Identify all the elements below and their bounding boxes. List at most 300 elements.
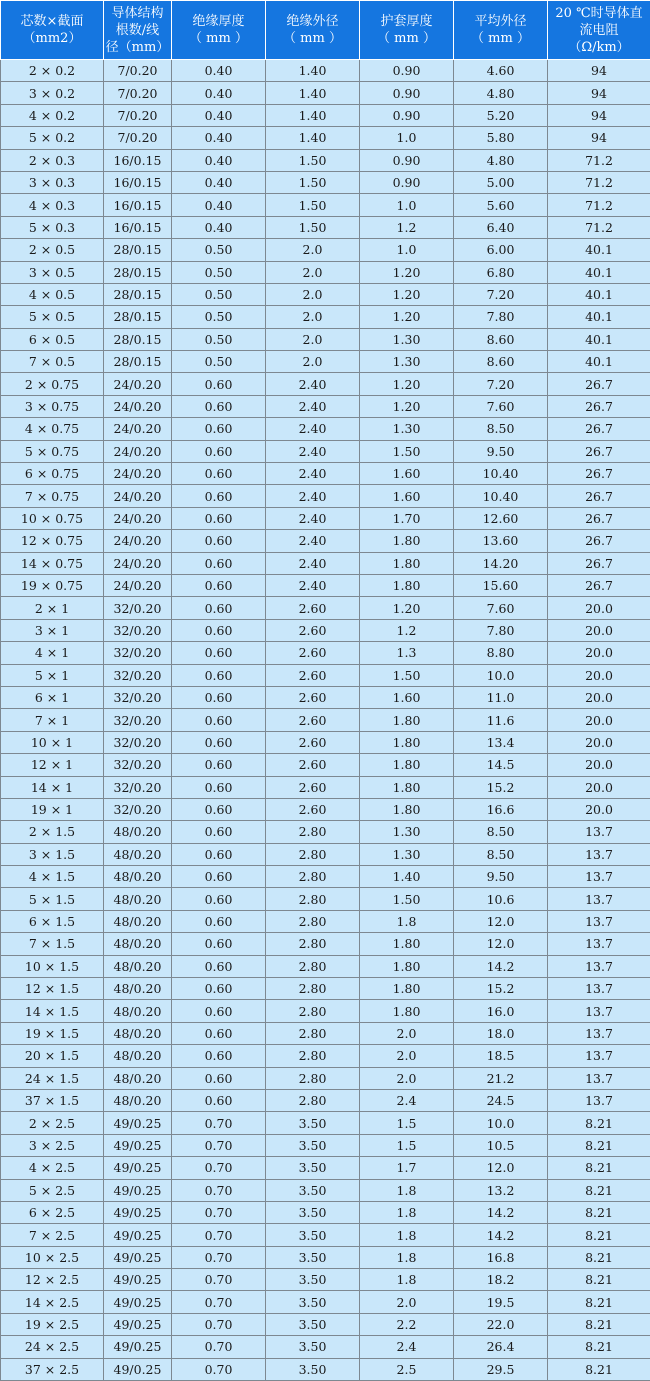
average-outer-diameter-cell: 19.5 <box>454 1291 548 1313</box>
conductor-structure-cell: 49/0.25 <box>104 1336 172 1358</box>
insulation-thickness-cell: 0.60 <box>172 955 266 977</box>
dc-resistance-cell: 20.0 <box>548 619 650 641</box>
average-outer-diameter-cell: 5.00 <box>454 171 548 193</box>
sheath-thickness-cell: 1.7 <box>360 1157 454 1179</box>
table-row <box>1 664 650 686</box>
insulation-outer-diameter-cell: 2.40 <box>266 463 360 485</box>
table-row <box>1 1022 650 1044</box>
conductor-structure-cell: 49/0.25 <box>104 1246 172 1268</box>
cores-cross-section-cell: 37 × 1.5 <box>1 1089 104 1111</box>
dc-resistance-cell: 40.1 <box>548 261 650 283</box>
cores-cross-section-cell: 2 × 1 <box>1 597 104 619</box>
insulation-outer-diameter-cell: 3.50 <box>266 1224 360 1246</box>
insulation-thickness-cell: 0.60 <box>172 1000 266 1022</box>
average-outer-diameter-cell: 13.60 <box>454 530 548 552</box>
dc-resistance-cell: 8.21 <box>548 1246 650 1268</box>
average-outer-diameter-cell: 6.40 <box>454 216 548 238</box>
cores-cross-section-cell: 19 × 0.75 <box>1 574 104 596</box>
conductor-structure-cell: 49/0.25 <box>104 1112 172 1134</box>
insulation-outer-diameter-cell: 2.80 <box>266 910 360 932</box>
insulation-outer-diameter-cell: 2.0 <box>266 239 360 261</box>
insulation-outer-diameter-cell: 3.50 <box>266 1336 360 1358</box>
header-row <box>1 1 650 60</box>
insulation-thickness-cell: 0.60 <box>172 507 266 529</box>
conductor-structure-cell: 28/0.15 <box>104 328 172 350</box>
table-row <box>1 1313 650 1335</box>
dc-resistance-cell: 8.21 <box>548 1179 650 1201</box>
insulation-thickness-cell: 0.70 <box>172 1313 266 1335</box>
insulation-outer-diameter-cell: 2.60 <box>266 597 360 619</box>
insulation-outer-diameter-cell: 3.50 <box>266 1246 360 1268</box>
cores-cross-section-cell: 5 × 1 <box>1 664 104 686</box>
table-row <box>1 373 650 395</box>
insulation-outer-diameter-cell: 1.50 <box>266 149 360 171</box>
insulation-outer-diameter-cell: 2.80 <box>266 1067 360 1089</box>
average-outer-diameter-cell: 22.0 <box>454 1313 548 1335</box>
cores-cross-section-cell: 7 × 1 <box>1 709 104 731</box>
sheath-thickness-cell: 1.30 <box>360 328 454 350</box>
insulation-outer-diameter-cell: 1.50 <box>266 194 360 216</box>
cores-cross-section-cell: 3 × 0.2 <box>1 82 104 104</box>
dc-resistance-cell: 13.7 <box>548 978 650 1000</box>
cores-cross-section-cell: 5 × 0.75 <box>1 440 104 462</box>
dc-resistance-cell: 40.1 <box>548 351 650 373</box>
sheath-thickness-cell: 2.0 <box>360 1045 454 1067</box>
header-sheath-thickness: 护套厚度 （ mm ） <box>360 1 454 60</box>
header-insulation-outer-diameter: 绝缘外径 （ mm ） <box>266 1 360 60</box>
conductor-structure-cell: 24/0.20 <box>104 440 172 462</box>
cores-cross-section-cell: 4 × 1.5 <box>1 866 104 888</box>
table-row <box>1 351 650 373</box>
sheath-thickness-cell: 2.5 <box>360 1358 454 1380</box>
sheath-thickness-cell: 2.0 <box>360 1067 454 1089</box>
average-outer-diameter-cell: 13.4 <box>454 731 548 753</box>
average-outer-diameter-cell: 7.60 <box>454 597 548 619</box>
dc-resistance-cell: 13.7 <box>548 1089 650 1111</box>
dc-resistance-cell: 13.7 <box>548 933 650 955</box>
insulation-outer-diameter-cell: 2.0 <box>266 261 360 283</box>
table-row <box>1 798 650 820</box>
sheath-thickness-cell: 1.50 <box>360 440 454 462</box>
insulation-thickness-cell: 0.70 <box>172 1246 266 1268</box>
sheath-thickness-cell: 1.0 <box>360 127 454 149</box>
average-outer-diameter-cell: 8.60 <box>454 351 548 373</box>
average-outer-diameter-cell: 12.0 <box>454 1157 548 1179</box>
dc-resistance-cell: 26.7 <box>548 395 650 417</box>
cores-cross-section-cell: 12 × 1.5 <box>1 978 104 1000</box>
average-outer-diameter-cell: 26.4 <box>454 1336 548 1358</box>
cores-cross-section-cell: 6 × 0.5 <box>1 328 104 350</box>
conductor-structure-cell: 16/0.15 <box>104 171 172 193</box>
sheath-thickness-cell: 1.80 <box>360 1000 454 1022</box>
table-row <box>1 440 650 462</box>
dc-resistance-cell: 26.7 <box>548 440 650 462</box>
sheath-thickness-cell: 2.4 <box>360 1336 454 1358</box>
header-conductor-structure: 导体结构 根数/线 径（mm） <box>104 1 172 60</box>
conductor-structure-cell: 48/0.20 <box>104 978 172 1000</box>
table-row <box>1 910 650 932</box>
dc-resistance-cell: 13.7 <box>548 1067 650 1089</box>
cores-cross-section-cell: 5 × 1.5 <box>1 888 104 910</box>
average-outer-diameter-cell: 9.50 <box>454 866 548 888</box>
table-row <box>1 754 650 776</box>
dc-resistance-cell: 8.21 <box>548 1358 650 1380</box>
sheath-thickness-cell: 1.20 <box>360 597 454 619</box>
insulation-outer-diameter-cell: 2.40 <box>266 395 360 417</box>
insulation-outer-diameter-cell: 2.80 <box>266 866 360 888</box>
sheath-thickness-cell: 1.2 <box>360 619 454 641</box>
insulation-thickness-cell: 0.60 <box>172 798 266 820</box>
dc-resistance-cell: 8.21 <box>548 1157 650 1179</box>
conductor-structure-cell: 32/0.20 <box>104 776 172 798</box>
insulation-thickness-cell: 0.70 <box>172 1336 266 1358</box>
average-outer-diameter-cell: 11.6 <box>454 709 548 731</box>
cores-cross-section-cell: 3 × 0.75 <box>1 395 104 417</box>
average-outer-diameter-cell: 14.2 <box>454 955 548 977</box>
average-outer-diameter-cell: 6.80 <box>454 261 548 283</box>
cores-cross-section-cell: 7 × 2.5 <box>1 1224 104 1246</box>
dc-resistance-cell: 71.2 <box>548 149 650 171</box>
cores-cross-section-cell: 14 × 1.5 <box>1 1000 104 1022</box>
sheath-thickness-cell: 1.80 <box>360 798 454 820</box>
cores-cross-section-cell: 3 × 0.3 <box>1 171 104 193</box>
average-outer-diameter-cell: 6.00 <box>454 239 548 261</box>
table-row <box>1 955 650 977</box>
cores-cross-section-cell: 19 × 2.5 <box>1 1313 104 1335</box>
dc-resistance-cell: 20.0 <box>548 731 650 753</box>
sheath-thickness-cell: 1.2 <box>360 216 454 238</box>
table-row <box>1 485 650 507</box>
table-row <box>1 1336 650 1358</box>
sheath-thickness-cell: 1.20 <box>360 283 454 305</box>
insulation-thickness-cell: 0.40 <box>172 104 266 126</box>
dc-resistance-cell: 20.0 <box>548 798 650 820</box>
sheath-thickness-cell: 2.0 <box>360 1291 454 1313</box>
cores-cross-section-cell: 4 × 0.3 <box>1 194 104 216</box>
insulation-thickness-cell: 0.50 <box>172 306 266 328</box>
table-row <box>1 216 650 238</box>
average-outer-diameter-cell: 24.5 <box>454 1089 548 1111</box>
dc-resistance-cell: 40.1 <box>548 328 650 350</box>
insulation-thickness-cell: 0.50 <box>172 351 266 373</box>
cores-cross-section-cell: 2 × 0.3 <box>1 149 104 171</box>
sheath-thickness-cell: 1.3 <box>360 642 454 664</box>
cores-cross-section-cell: 37 × 2.5 <box>1 1358 104 1380</box>
insulation-thickness-cell: 0.60 <box>172 731 266 753</box>
sheath-thickness-cell: 1.80 <box>360 978 454 1000</box>
average-outer-diameter-cell: 5.20 <box>454 104 548 126</box>
insulation-outer-diameter-cell: 2.0 <box>266 283 360 305</box>
dc-resistance-cell: 13.7 <box>548 955 650 977</box>
insulation-thickness-cell: 0.40 <box>172 60 266 82</box>
dc-resistance-cell: 26.7 <box>548 574 650 596</box>
average-outer-diameter-cell: 8.50 <box>454 418 548 440</box>
conductor-structure-cell: 48/0.20 <box>104 955 172 977</box>
cores-cross-section-cell: 24 × 1.5 <box>1 1067 104 1089</box>
average-outer-diameter-cell: 12.60 <box>454 507 548 529</box>
insulation-outer-diameter-cell: 2.0 <box>266 306 360 328</box>
insulation-thickness-cell: 0.70 <box>172 1201 266 1223</box>
average-outer-diameter-cell: 10.6 <box>454 888 548 910</box>
table-row <box>1 1269 650 1291</box>
conductor-structure-cell: 16/0.15 <box>104 194 172 216</box>
sheath-thickness-cell: 1.80 <box>360 552 454 574</box>
insulation-thickness-cell: 0.40 <box>172 82 266 104</box>
cores-cross-section-cell: 5 × 2.5 <box>1 1179 104 1201</box>
insulation-outer-diameter-cell: 1.40 <box>266 104 360 126</box>
cores-cross-section-cell: 4 × 0.75 <box>1 418 104 440</box>
conductor-structure-cell: 28/0.15 <box>104 283 172 305</box>
insulation-outer-diameter-cell: 3.50 <box>266 1291 360 1313</box>
insulation-outer-diameter-cell: 2.80 <box>266 1045 360 1067</box>
sheath-thickness-cell: 2.0 <box>360 1022 454 1044</box>
cores-cross-section-cell: 19 × 1 <box>1 798 104 820</box>
average-outer-diameter-cell: 16.6 <box>454 798 548 820</box>
insulation-outer-diameter-cell: 2.80 <box>266 888 360 910</box>
average-outer-diameter-cell: 10.40 <box>454 463 548 485</box>
dc-resistance-cell: 71.2 <box>548 216 650 238</box>
average-outer-diameter-cell: 7.20 <box>454 373 548 395</box>
dc-resistance-cell: 20.0 <box>548 664 650 686</box>
dc-resistance-cell: 26.7 <box>548 530 650 552</box>
insulation-outer-diameter-cell: 2.80 <box>266 821 360 843</box>
cores-cross-section-cell: 4 × 2.5 <box>1 1157 104 1179</box>
sheath-thickness-cell: 1.50 <box>360 664 454 686</box>
average-outer-diameter-cell: 7.80 <box>454 306 548 328</box>
conductor-structure-cell: 49/0.25 <box>104 1179 172 1201</box>
conductor-structure-cell: 16/0.15 <box>104 149 172 171</box>
cores-cross-section-cell: 7 × 0.5 <box>1 351 104 373</box>
table-row <box>1 306 650 328</box>
table-row <box>1 933 650 955</box>
dc-resistance-cell: 26.7 <box>548 507 650 529</box>
table-row <box>1 328 650 350</box>
table-row <box>1 1179 650 1201</box>
table-row <box>1 1358 650 1380</box>
sheath-thickness-cell: 1.30 <box>360 418 454 440</box>
cores-cross-section-cell: 19 × 1.5 <box>1 1022 104 1044</box>
conductor-structure-cell: 28/0.15 <box>104 351 172 373</box>
average-outer-diameter-cell: 8.50 <box>454 843 548 865</box>
table-row <box>1 731 650 753</box>
sheath-thickness-cell: 1.20 <box>360 395 454 417</box>
insulation-thickness-cell: 0.60 <box>172 866 266 888</box>
insulation-thickness-cell: 0.60 <box>172 709 266 731</box>
insulation-outer-diameter-cell: 1.40 <box>266 127 360 149</box>
header-cores-cross-section: 芯数×截面 （mm2） <box>1 1 104 60</box>
conductor-structure-cell: 24/0.20 <box>104 373 172 395</box>
table-row <box>1 194 650 216</box>
table-row <box>1 1000 650 1022</box>
insulation-thickness-cell: 0.50 <box>172 239 266 261</box>
sheath-thickness-cell: 1.20 <box>360 373 454 395</box>
average-outer-diameter-cell: 12.0 <box>454 910 548 932</box>
sheath-thickness-cell: 1.80 <box>360 709 454 731</box>
average-outer-diameter-cell: 9.50 <box>454 440 548 462</box>
conductor-structure-cell: 32/0.20 <box>104 619 172 641</box>
dc-resistance-cell: 8.21 <box>548 1112 650 1134</box>
conductor-structure-cell: 7/0.20 <box>104 127 172 149</box>
average-outer-diameter-cell: 12.0 <box>454 933 548 955</box>
cores-cross-section-cell: 3 × 1.5 <box>1 843 104 865</box>
dc-resistance-cell: 20.0 <box>548 642 650 664</box>
insulation-thickness-cell: 0.70 <box>172 1224 266 1246</box>
table-row <box>1 104 650 126</box>
insulation-thickness-cell: 0.70 <box>172 1157 266 1179</box>
cores-cross-section-cell: 5 × 0.3 <box>1 216 104 238</box>
insulation-outer-diameter-cell: 2.80 <box>266 1089 360 1111</box>
header-insulation-thickness: 绝缘厚度 （ mm ） <box>172 1 266 60</box>
insulation-outer-diameter-cell: 2.40 <box>266 552 360 574</box>
conductor-structure-cell: 32/0.20 <box>104 597 172 619</box>
table-row <box>1 283 650 305</box>
dc-resistance-cell: 20.0 <box>548 709 650 731</box>
insulation-outer-diameter-cell: 2.60 <box>266 686 360 708</box>
average-outer-diameter-cell: 13.2 <box>454 1179 548 1201</box>
dc-resistance-cell: 13.7 <box>548 1000 650 1022</box>
insulation-thickness-cell: 0.60 <box>172 754 266 776</box>
cores-cross-section-cell: 12 × 2.5 <box>1 1269 104 1291</box>
conductor-structure-cell: 7/0.20 <box>104 82 172 104</box>
conductor-structure-cell: 24/0.20 <box>104 463 172 485</box>
conductor-structure-cell: 48/0.20 <box>104 843 172 865</box>
average-outer-diameter-cell: 10.0 <box>454 1112 548 1134</box>
insulation-thickness-cell: 0.40 <box>172 127 266 149</box>
insulation-thickness-cell: 0.70 <box>172 1358 266 1380</box>
insulation-outer-diameter-cell: 2.80 <box>266 933 360 955</box>
insulation-thickness-cell: 0.60 <box>172 978 266 1000</box>
conductor-structure-cell: 48/0.20 <box>104 1067 172 1089</box>
average-outer-diameter-cell: 8.80 <box>454 642 548 664</box>
conductor-structure-cell: 24/0.20 <box>104 574 172 596</box>
sheath-thickness-cell: 1.60 <box>360 463 454 485</box>
header-average-outer-diameter: 平均外径 （ mm ） <box>454 1 548 60</box>
conductor-structure-cell: 48/0.20 <box>104 1089 172 1111</box>
dc-resistance-cell: 94 <box>548 60 650 82</box>
insulation-outer-diameter-cell: 2.0 <box>266 328 360 350</box>
conductor-structure-cell: 48/0.20 <box>104 910 172 932</box>
dc-resistance-cell: 8.21 <box>548 1134 650 1156</box>
insulation-outer-diameter-cell: 2.60 <box>266 754 360 776</box>
conductor-structure-cell: 48/0.20 <box>104 888 172 910</box>
sheath-thickness-cell: 1.80 <box>360 776 454 798</box>
dc-resistance-cell: 8.21 <box>548 1224 650 1246</box>
conductor-structure-cell: 32/0.20 <box>104 798 172 820</box>
average-outer-diameter-cell: 21.2 <box>454 1067 548 1089</box>
cores-cross-section-cell: 6 × 1.5 <box>1 910 104 932</box>
dc-resistance-cell: 26.7 <box>548 418 650 440</box>
insulation-outer-diameter-cell: 1.40 <box>266 82 360 104</box>
cores-cross-section-cell: 10 × 0.75 <box>1 507 104 529</box>
table-row <box>1 709 650 731</box>
conductor-structure-cell: 48/0.20 <box>104 821 172 843</box>
insulation-outer-diameter-cell: 1.40 <box>266 60 360 82</box>
insulation-thickness-cell: 0.60 <box>172 776 266 798</box>
insulation-thickness-cell: 0.40 <box>172 216 266 238</box>
table-row <box>1 60 650 82</box>
insulation-outer-diameter-cell: 2.60 <box>266 619 360 641</box>
insulation-thickness-cell: 0.60 <box>172 910 266 932</box>
insulation-outer-diameter-cell: 3.50 <box>266 1201 360 1223</box>
insulation-thickness-cell: 0.60 <box>172 373 266 395</box>
sheath-thickness-cell: 1.80 <box>360 530 454 552</box>
conductor-structure-cell: 32/0.20 <box>104 709 172 731</box>
table-row <box>1 776 650 798</box>
conductor-structure-cell: 32/0.20 <box>104 642 172 664</box>
dc-resistance-cell: 94 <box>548 82 650 104</box>
insulation-outer-diameter-cell: 2.60 <box>266 731 360 753</box>
cores-cross-section-cell: 14 × 0.75 <box>1 552 104 574</box>
insulation-outer-diameter-cell: 3.50 <box>266 1112 360 1134</box>
dc-resistance-cell: 13.7 <box>548 821 650 843</box>
average-outer-diameter-cell: 18.2 <box>454 1269 548 1291</box>
cores-cross-section-cell: 6 × 0.75 <box>1 463 104 485</box>
dc-resistance-cell: 8.21 <box>548 1201 650 1223</box>
table-row <box>1 574 650 596</box>
dc-resistance-cell: 13.7 <box>548 843 650 865</box>
average-outer-diameter-cell: 15.2 <box>454 776 548 798</box>
insulation-thickness-cell: 0.50 <box>172 283 266 305</box>
insulation-thickness-cell: 0.60 <box>172 1045 266 1067</box>
insulation-outer-diameter-cell: 2.40 <box>266 530 360 552</box>
table-row <box>1 395 650 417</box>
insulation-outer-diameter-cell: 2.60 <box>266 664 360 686</box>
dc-resistance-cell: 71.2 <box>548 171 650 193</box>
insulation-outer-diameter-cell: 2.0 <box>266 351 360 373</box>
insulation-outer-diameter-cell: 2.80 <box>266 955 360 977</box>
insulation-thickness-cell: 0.60 <box>172 933 266 955</box>
insulation-thickness-cell: 0.60 <box>172 642 266 664</box>
sheath-thickness-cell: 1.80 <box>360 955 454 977</box>
table-row <box>1 686 650 708</box>
table-row <box>1 866 650 888</box>
cores-cross-section-cell: 14 × 1 <box>1 776 104 798</box>
sheath-thickness-cell: 2.4 <box>360 1089 454 1111</box>
conductor-structure-cell: 49/0.25 <box>104 1224 172 1246</box>
table-row <box>1 642 650 664</box>
dc-resistance-cell: 40.1 <box>548 306 650 328</box>
insulation-thickness-cell: 0.50 <box>172 261 266 283</box>
cores-cross-section-cell: 6 × 2.5 <box>1 1201 104 1223</box>
sheath-thickness-cell: 1.8 <box>360 1179 454 1201</box>
sheath-thickness-cell: 0.90 <box>360 82 454 104</box>
sheath-thickness-cell: 1.8 <box>360 1269 454 1291</box>
dc-resistance-cell: 8.21 <box>548 1291 650 1313</box>
insulation-outer-diameter-cell: 3.50 <box>266 1179 360 1201</box>
table-row <box>1 978 650 1000</box>
cores-cross-section-cell: 3 × 1 <box>1 619 104 641</box>
conductor-structure-cell: 28/0.15 <box>104 306 172 328</box>
dc-resistance-cell: 20.0 <box>548 686 650 708</box>
cores-cross-section-cell: 2 × 0.75 <box>1 373 104 395</box>
insulation-thickness-cell: 0.60 <box>172 418 266 440</box>
dc-resistance-cell: 26.7 <box>548 463 650 485</box>
sheath-thickness-cell: 1.70 <box>360 507 454 529</box>
conductor-structure-cell: 28/0.15 <box>104 239 172 261</box>
insulation-thickness-cell: 0.70 <box>172 1134 266 1156</box>
sheath-thickness-cell: 1.60 <box>360 485 454 507</box>
sheath-thickness-cell: 1.8 <box>360 1201 454 1223</box>
insulation-outer-diameter-cell: 2.80 <box>266 978 360 1000</box>
insulation-outer-diameter-cell: 3.50 <box>266 1313 360 1335</box>
sheath-thickness-cell: 1.30 <box>360 351 454 373</box>
insulation-thickness-cell: 0.60 <box>172 597 266 619</box>
table-row <box>1 127 650 149</box>
table-row <box>1 530 650 552</box>
cores-cross-section-cell: 3 × 2.5 <box>1 1134 104 1156</box>
dc-resistance-cell: 13.7 <box>548 910 650 932</box>
insulation-thickness-cell: 0.60 <box>172 1067 266 1089</box>
